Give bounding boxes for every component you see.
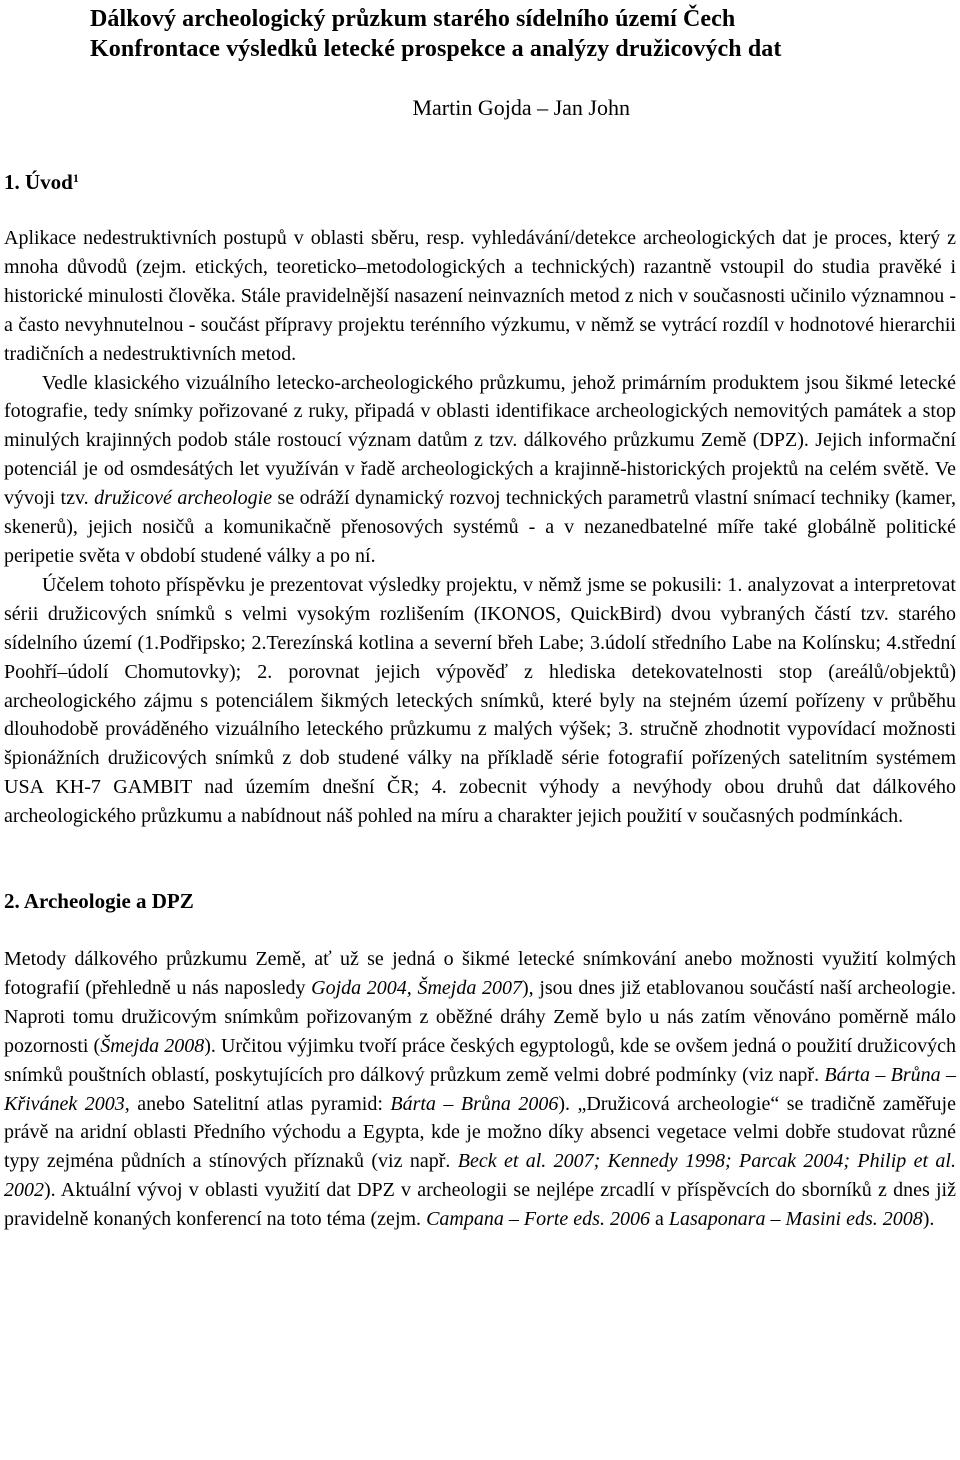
s2-cite-7: Lasaponara – Masini eds. 2008: [668, 1208, 923, 1231]
title-line-2: Konfrontace výsledků letecké prospekce a analýzy družicových dat: [90, 36, 782, 62]
s2-text-1: Metody dálkového průzkumu Země, ať už se jedná o šikmé letecké snímkování anebo možnosti využití kolmých fotografií (přehledně u nás naposledy: [4, 948, 956, 999]
intro-paragraph-2-text-a: Vedle klasického vizuálního letecko-archeologického průzkumu, jehož primárním produktem jsou šikmé letecké fotografie, tedy snímky pořizované z ruky, připadá v oblasti identifikace archeologických nemovitých památek a stop minulých krajinných podob stále rostoucí význam datům z tzv. dálkového průzkumu Země (DPZ). Jejich informační potenciál je od osmdesátých let využíván v řadě archeologických a krajinně-historických projektů na celém světě. Ve vývoji tzv.: [4, 371, 956, 510]
s2-text-3: ). Určitou výjimku tvoří práce českých egyptologů, kde se ovšem jedná o použití družicových snímků pouštních oblastí, poskytujících pro dálkový průzkum země velmi dobré podmínky (viz např.: [4, 1034, 957, 1086]
s2-text-5: ). „Družicová archeologie“ se tradičně zaměřuje právě na aridní oblasti Předního východu a Egypta, kde je možno díky absenci vegetace velmi dobře studovat různé typy zejména půdních a stínových příznaků (viz např.: [4, 1092, 956, 1173]
s2-text-4: , anebo Satelitní atlas pyramid:: [124, 1092, 391, 1115]
intro-paragraph-2-text-b: se odráží dynamický rozvoj technických parametrů vlastní snímací techniky (kamer, skenerů), jejich nosičů a komunikačně přenosových systémů - a v nezanedbatelné míře také globálně politické peripetie světa v období studené války a po ní.: [4, 487, 956, 567]
s2-text-7: a: [649, 1208, 669, 1231]
section2-paragraph-1: [4, 945, 956, 1234]
intro-paragraph-1: Aplikace nedestruktivních postupů v oblasti sběru, resp. vyhledávání/detekce archeologických dat je proces, který z mnoha důvodů (zejm. etických, teoreticko–metodologických a technických) razantně vstoupil do studia pravěké i historické minulosti člověka. Stále pravidelnější nasazení neinvazních metod z nich v současnosti učinilo významnou - a často nevyhnutelnou - součást přípravy projektu terénního výzkumu, v němž se vytrácí rozdíl v hodnotové hierarchii tradičních a nedestruktivních metod.: [4, 227, 956, 365]
document-page: [4, 0, 956, 1234]
s2-cite-2: Šmejda 2008: [100, 1034, 205, 1057]
s2-cite-5: Beck et al. 2007; Kennedy 1998; Parcak 2004; Philip et al. 2002: [4, 1150, 956, 1202]
author-line: Martin Gojda – Jan John: [412, 95, 630, 120]
section-heading-intro: [4, 168, 956, 196]
title-line-1: Dálkový archeologický průzkum starého sídelního území Čech: [90, 6, 736, 32]
s2-text-6: ). Aktuální vývoj v oblasti využití dat DPZ v archeologii se nejlépe zrcadlí v příspěvcích do sborníků z dnes již pravidelně konaných konferencí na toto téma (zejm.: [4, 1179, 956, 1231]
s2-cite-1: Gojda 2004, Šmejda 2007: [311, 976, 522, 999]
intro-paragraph-2-emphasis: družicové archeologie: [94, 487, 273, 510]
section-heading-archeologie: 2. Archeologie a DPZ: [4, 889, 194, 914]
intro-paragraph-3: Účelem tohoto příspěvku je prezentovat výsledky projektu, v němž jsme se pokusili: 1. analyzovat a interpretovat sérii družicových snímků s velmi vysokým rozlišením (IKONOS, QuickBird) dvou vybraných částí tzv. starého sídelního území (1.Podřipsko; 2.Terezínská kotlina a severní břeh Labe; 3.údolí středního Labe na Kolínsku; 4.střední Poohří–údolí Chomutovky); 2. porovnat jejich výpověď z hlediska detekovatelnosti stop (areálů/objektů) archeologického zájmu s potenciálem šikmých leteckých snímků, které byly na stejném území pořízeny v průběhu dlouhodobě prováděného vizuálního leteckého průzkumu z malých výšek; 3. stručně zhodnotit vypovídací možnosti špionážních družicových snímků z dob studené války na příkladě série fotografií pořízených satelitním systémem USA KH-7 GAMBIT nad územím dnešní ČR; 4. zobecnit výhody a nevýhody obou druhů dat dálkového archeologického průzkumu a nabídnout náš pohled na míru a charakter jejich použití v současných podmínkách.: [4, 573, 956, 828]
s2-cite-3: Bárta – Brůna – Křivánek 2003: [4, 1063, 957, 1115]
footnote-mark: 1: [72, 171, 79, 185]
section-heading-intro-text: 1. Úvod: [4, 170, 73, 194]
s2-text-8: ).: [922, 1208, 935, 1231]
s2-text-2: ), jsou dnes již etablovanou součástí naší archeologie. Naproti tomu družicovým snímkům pořizovaným z oběžné dráhy Země bylo u nás zatím věnováno poměrně málo pozornosti (: [4, 976, 956, 1057]
paper-title: [90, 4, 956, 64]
s2-cite-4: Bárta – Brůna 2006: [390, 1092, 559, 1115]
intro-paragraph-2: [4, 369, 956, 571]
s2-cite-6: Campana – Forte eds. 2006: [426, 1208, 650, 1231]
